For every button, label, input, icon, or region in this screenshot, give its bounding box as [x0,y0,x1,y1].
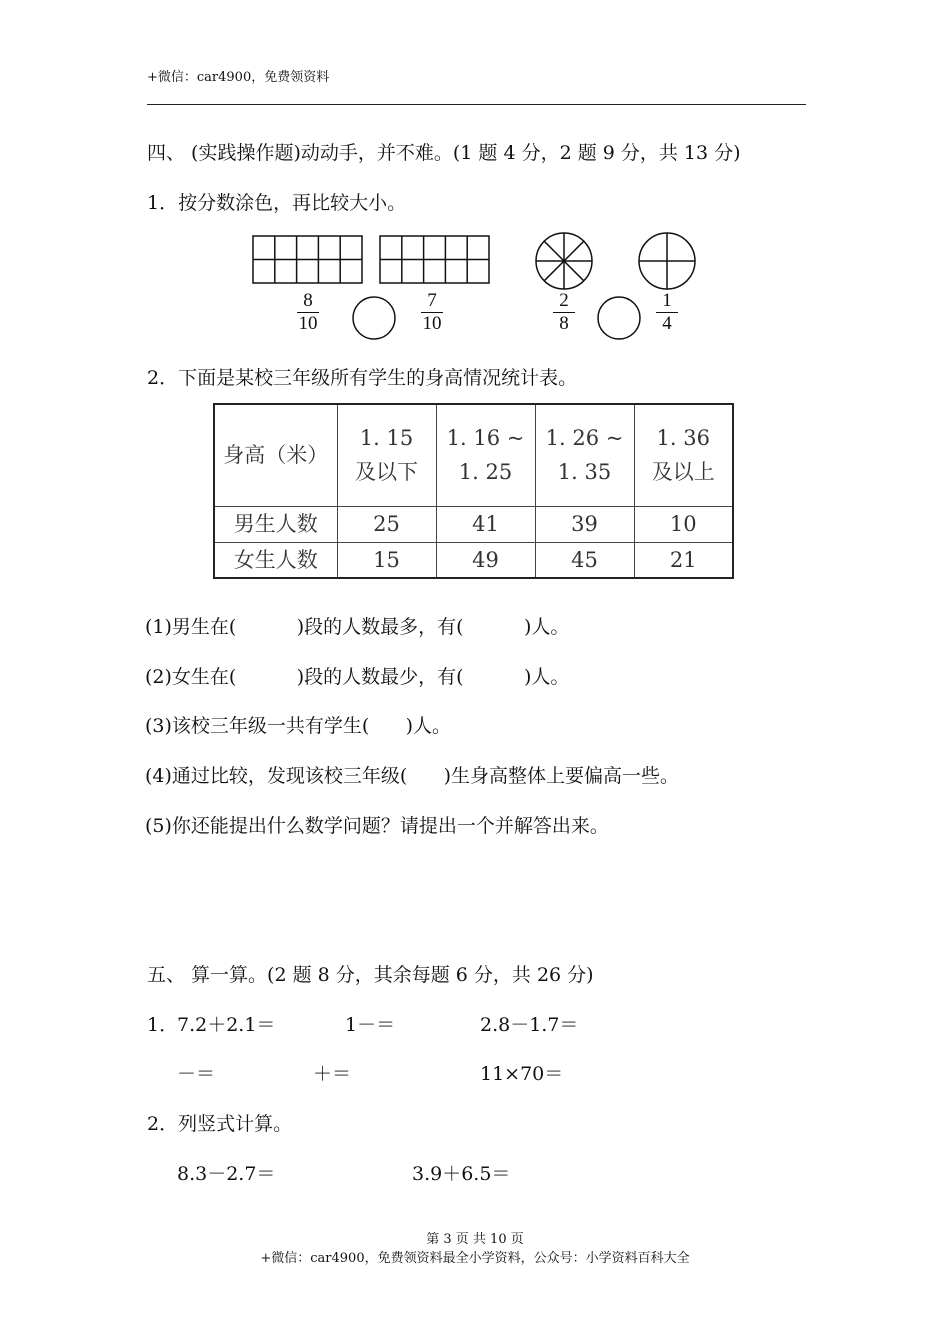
table-cell: 15 [337,542,436,578]
subquestion-2: (2)女生在( )段的人数最少，有( )人。 [145,666,570,688]
table-header-cell: 1. 36 及以上 [634,404,733,506]
s5-q2-label: 2．列竖式计算。 [147,1113,293,1135]
subquestion-1: (1)男生在( )段的人数最多，有( )人。 [145,616,570,638]
table-row [214,542,733,578]
section4-title: 四、 (实践操作题)动动手，并不难。(1 题 4 分，2 题 9 分，共 13 分) [147,142,741,164]
section5-title: 五、 算一算。(2 题 8 分，其余每题 6 分，共 26 分) [147,964,594,986]
numerator: 2 [559,290,569,311]
fraction-figures [0,0,950,345]
table-corner: 身高（米） [214,404,337,506]
denominator: 8 [559,313,569,334]
numerator: 1 [662,290,672,311]
subquestion-5: (5)你还能提出什么数学问题？请提出一个并解答出来。 [145,815,609,837]
calc-item: －＝ [177,1063,216,1085]
calc-item: ＋＝ [313,1063,352,1085]
page-number: 第 3 页 共 10 页 [426,1232,524,1247]
calc-item: 7.2＋2.1＝ [177,1014,276,1036]
denominator: 4 [662,313,672,334]
calc-item: 11×70＝ [480,1063,564,1085]
subquestion-3: (3)该校三年级一共有学生( )人。 [145,715,451,737]
q2-label: 2．下面是某校三年级所有学生的身高情况统计表。 [147,367,578,389]
fraction-1-4 [652,290,682,335]
circle-eighths [536,233,592,289]
numerator: 7 [427,290,437,311]
grid-7-10 [380,236,489,283]
circle-quarters [639,233,695,289]
table-cell: 10 [634,506,733,542]
s5-q1-label: 1． [147,1014,179,1036]
compare-circle-2[interactable] [598,297,640,339]
table-header-cell: 1. 15 及以下 [337,404,436,506]
height-table [213,403,734,579]
table-cell: 21 [634,542,733,578]
denominator: 10 [298,313,318,334]
table-cell: 49 [436,542,535,578]
fraction-7-10 [417,290,447,335]
vertical-calc-item: 8.3－2.7＝ [177,1163,276,1185]
table-cell: 25 [337,506,436,542]
denominator: 10 [422,313,442,334]
subquestion-4: (4)通过比较，发现该校三年级( )生身高整体上要偏高一些。 [145,765,679,787]
fraction-8-10 [293,290,323,335]
header-watermark: +微信：car4900，免费领资料 [147,70,330,85]
table-cell: 45 [535,542,634,578]
row-label: 男生人数 [214,506,337,542]
compare-circle-1[interactable] [353,297,395,339]
vertical-calc-item: 3.9＋6.5＝ [412,1163,511,1185]
fraction-2-8 [549,290,579,335]
q1-label: 1．按分数涂色，再比较大小。 [147,192,407,214]
table-cell: 39 [535,506,634,542]
table-header-cell: 1. 26 ~ 1. 35 [535,404,634,506]
calc-item: 1－＝ [345,1014,396,1036]
table-header-cell: 1. 16 ~ 1. 25 [436,404,535,506]
table-header-row [214,404,733,506]
table-row [214,506,733,542]
numerator: 8 [303,290,313,311]
row-label: 女生人数 [214,542,337,578]
grid-8-10 [253,236,362,283]
table-cell: 41 [436,506,535,542]
calc-item: 2.8－1.7＝ [480,1014,579,1036]
footer-watermark: +微信：car4900，免费领资料最全小学资料，公众号：小学资料百科大全 [260,1251,690,1266]
